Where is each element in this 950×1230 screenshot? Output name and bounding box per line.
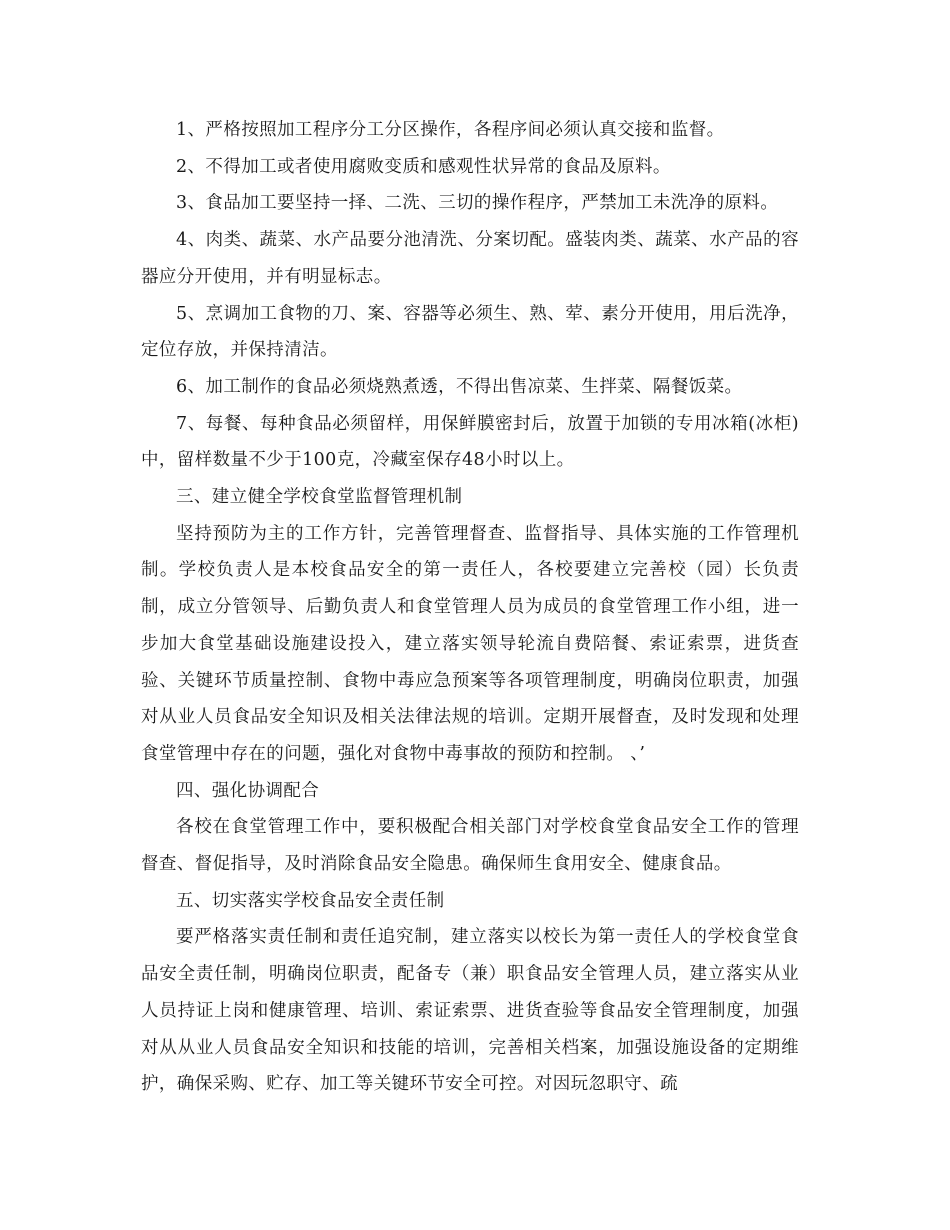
paragraph-rule-7: 7、每餐、每种食品必须留样，用保鲜膜密封后，放置于加锁的专用冰箱(冰柜)中，留样数量不少于100克，冷藏室保存48小时以上。 — [141, 413, 799, 471]
paragraph-rule-2: 2、不得加工或者使用腐败变质和感观性状异常的食品及原料。 — [176, 156, 671, 177]
paragraph-section-4: 各校在食堂管理工作中，要积极配合相关部门对学校食堂食品安全工作的管理督查、督促指导，及时消除食品安全隐患。确保师生食用安全、健康食品。 — [141, 817, 799, 875]
document-body — [141, 112, 799, 1103]
paragraph-section-3: 坚持预防为主的工作方针，完善管理督查、监督指导、具体实施的工作管理机制。学校负责人是本校食品安全的第一责任人，各校要建立完善校（园）长负责制，成立分管领导、后勤负责人和食堂管理人员为成员的食堂管理工作小组，进一步加大食堂基础设施建设投入，建立落实领导轮流自费陪餐、索证索票，进货查验、关键环节质量控制、食物中毒应急预案等各项管理制度，明确岗位职责，加强对从业人员食品安全知识及相关法律法规的培训。定期开展督查，及时发现和处理食堂管理中存在的问题，强化对食物中毒事故的预防和控制。 、’ — [141, 523, 799, 764]
section-heading-3: 三、建立健全学校食堂监督管理机制 — [176, 487, 463, 508]
paragraph-section-5: 要严格落实责任制和责任追究制，建立落实以校长为第一责任人的学校食堂食品安全责任制，明确岗位职责，配备专（兼）职食品安全管理人员，建立落实从业人员持证上岗和健康管理、培训、索证索票、进货查验等食品安全管理制度，加强对从从业人员食品安全知识和技能的培训，完善相关档案，加强设施设备的定期维护，确保采购、贮存、加工等关键环节安全可控。对因玩忽职守、疏 — [141, 927, 799, 1095]
paragraph-rule-1: 1、严格按照加工程序分工分区操作，各程序间必须认真交接和监督。 — [176, 120, 725, 140]
paragraph-rule-6: 6、加工制作的食品必须烧熟煮透，不得出售凉菜、生拌菜、隔餐饭菜。 — [176, 376, 743, 397]
section-heading-5: 五、切实落实学校食品安全责任制 — [176, 890, 445, 911]
section-heading-4: 四、强化协调配合 — [176, 780, 320, 801]
paragraph-rule-4: 4、肉类、蔬菜、水产品要分池清洗、分案切配。盛装肉类、蔬菜、水产品的容器应分开使用，并有明显标志。 — [141, 230, 799, 287]
paragraph-rule-5: 5、烹调加工食物的刀、案、容器等必须生、熟、荤、素分开使用，用后洗净，定位存放，并保持清洁。 — [141, 303, 799, 361]
paragraph-rule-3: 3、食品加工要坚持一择、二洗、三切的操作程序，严禁加工未洗净的原料。 — [176, 193, 779, 214]
